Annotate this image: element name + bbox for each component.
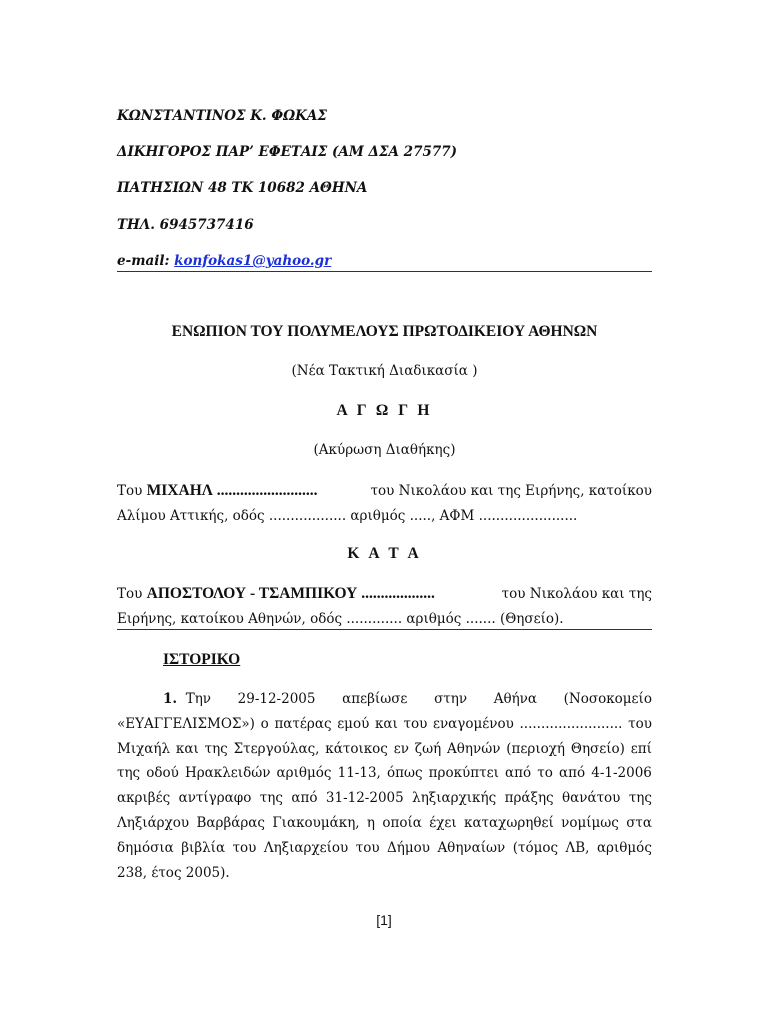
word: ο — [260, 715, 269, 732]
paragraph-1-line-1: 1. Την 29-12-2005 απεβίωσε στην Αθήνα (Νοσοκομείο — [163, 691, 652, 707]
lawyer-name: ΚΩΝΣΤΑΝΤΙΝΟΣ Κ. ΦΩΚΑΣ — [117, 108, 327, 124]
word: 31-12-2005 — [325, 790, 404, 807]
page-number: [1] — [376, 912, 392, 928]
plaintiff-name: ΜΙΧΑΗΛ .......................... — [146, 482, 318, 499]
word: πράξης — [504, 790, 554, 807]
plaintiff-prefix: Του — [117, 483, 143, 499]
action-title: Α Γ Ω Γ Η — [336, 402, 433, 419]
word: Θησείο) — [570, 740, 625, 757]
word: Δήμου — [387, 839, 430, 856]
email-label: e-mail: — [117, 253, 170, 269]
word: από — [291, 790, 318, 807]
word: «ΕΥΑΓΓΕΛΙΣΜΟΣ») — [117, 715, 255, 732]
word: ........................ — [519, 715, 623, 732]
word: Αθηναίων — [437, 839, 506, 856]
procedure-type: (Νέα Τακτική Διαδικασία ) — [291, 363, 478, 379]
action-subject: (Ακύρωση Διαθήκης) — [313, 442, 456, 458]
plaintiff-block — [117, 479, 652, 528]
defendant-block — [117, 582, 652, 631]
word: (τόμος — [512, 839, 559, 856]
defendant-prefix: Του — [117, 586, 143, 602]
word: καταχωρηθεί — [464, 814, 554, 831]
paragraph-1-line-5 — [117, 786, 652, 811]
word: ΛΒ, — [565, 839, 590, 856]
email-link[interactable]: konfokas1@yahoo.gr — [174, 253, 332, 269]
paragraph-number: 1. — [163, 691, 178, 707]
word: της — [204, 740, 228, 757]
paragraph-1-line-4 — [117, 761, 652, 786]
word: από — [558, 765, 586, 782]
word: Βαρβάρας — [196, 814, 265, 831]
word: οποία — [382, 814, 422, 831]
word: του — [628, 715, 652, 732]
paragraph-1 — [117, 687, 652, 885]
word: κάτοικος — [325, 740, 388, 757]
word: προκύπτει — [428, 765, 499, 782]
word: ζωή — [414, 740, 442, 757]
word: του — [355, 839, 380, 856]
parties-divider — [117, 629, 652, 630]
defendant-parents: του Νικολάου και της — [501, 586, 652, 602]
word: πατέρας — [274, 715, 332, 732]
word: Στεργούλας, — [233, 740, 320, 757]
history-heading: ΙΣΤΟΡΙΚΟ — [163, 651, 241, 668]
paragraph-1-line-6 — [117, 811, 652, 836]
word: της — [628, 790, 652, 807]
lawyer-phone: ΤΗΛ. 6945737416 — [117, 217, 254, 233]
word: (περιοχή — [506, 740, 566, 757]
word: εναγομένου — [432, 715, 514, 732]
word: και — [374, 715, 398, 732]
defendant-address: Ειρήνης, κατοίκου Αθηνών, οδός ............. αριθμός ....... (Θησείο). — [117, 610, 564, 627]
word: βιβλία — [181, 839, 226, 856]
word: ακριβές — [117, 790, 171, 807]
word: της — [259, 790, 283, 807]
paragraph-1-line-3 — [117, 737, 652, 762]
paragraph-1-last-line: 238, έτος 2005). — [117, 864, 230, 881]
word: του — [232, 839, 257, 856]
word: εμού — [337, 715, 370, 732]
word: η — [366, 814, 375, 831]
lawyer-email-line — [117, 253, 331, 269]
paragraph-1-body — [117, 712, 652, 861]
paragraph-1-line-2 — [117, 712, 652, 737]
word: Ληξιάρχου — [117, 814, 190, 831]
against-heading: Κ Α Τ Α — [347, 545, 422, 562]
word: του — [403, 715, 428, 732]
word: Αθηνών — [447, 740, 501, 757]
word: από — [505, 765, 532, 782]
word: 11-13, — [337, 765, 381, 782]
lawyer-address: ΠΑΤΗΣΙΩΝ 48 ΤΚ 10682 ΑΘΗΝΑ — [117, 180, 368, 196]
word: 4-1-2006 — [591, 765, 652, 782]
word: εν — [393, 740, 409, 757]
word: αντίγραφο — [178, 790, 252, 807]
paragraph-1-line-7 — [117, 836, 652, 861]
word: νομίμως — [561, 814, 619, 831]
word: θανάτου — [562, 790, 621, 807]
word: και — [175, 740, 199, 757]
letterhead-divider — [117, 271, 652, 272]
lawyer-title: ΔΙΚΗΓΟΡΟΣ ΠΑΡ’ ΕΦΕΤΑΙΣ (ΑΜ ΔΣΑ 27577) — [117, 144, 458, 160]
word: το — [537, 765, 553, 782]
word: επί — [630, 740, 652, 757]
word: στα — [626, 814, 652, 831]
defendant-name: ΑΠΟΣΤΟΛΟΥ - ΤΣΑΜΠΙΚΟΥ ................... — [146, 585, 435, 602]
word: όπως — [386, 765, 423, 782]
word: ληξιαρχικής — [412, 790, 497, 807]
word: Μιχαήλ — [117, 740, 171, 757]
court-heading: ΕΝΩΠΙΟΝ ΤΟΥ ΠΟΛΥΜΕΛΟΥΣ ΠΡΩΤΟΔΙΚΕΙΟΥ ΑΘΗΝΩΝ — [171, 323, 598, 340]
word: αριθμός — [276, 765, 332, 782]
plaintiff-address: Αλίμου Αττικής, οδός .................. αριθμός ....., ΑΦΜ ....................... — [117, 507, 578, 524]
word: έχει — [429, 814, 457, 831]
word: αριθμός — [596, 839, 652, 856]
word: Ηρακλειδών — [184, 765, 271, 782]
word: Γιακουμάκη, — [272, 814, 360, 831]
word: οδού — [146, 765, 179, 782]
word: δημόσια — [117, 839, 174, 856]
plaintiff-parents: του Νικολάου και της Ειρήνης, κατοίκου — [370, 483, 652, 499]
word: Ληξιαρχείου — [263, 839, 349, 856]
word: της — [117, 765, 141, 782]
